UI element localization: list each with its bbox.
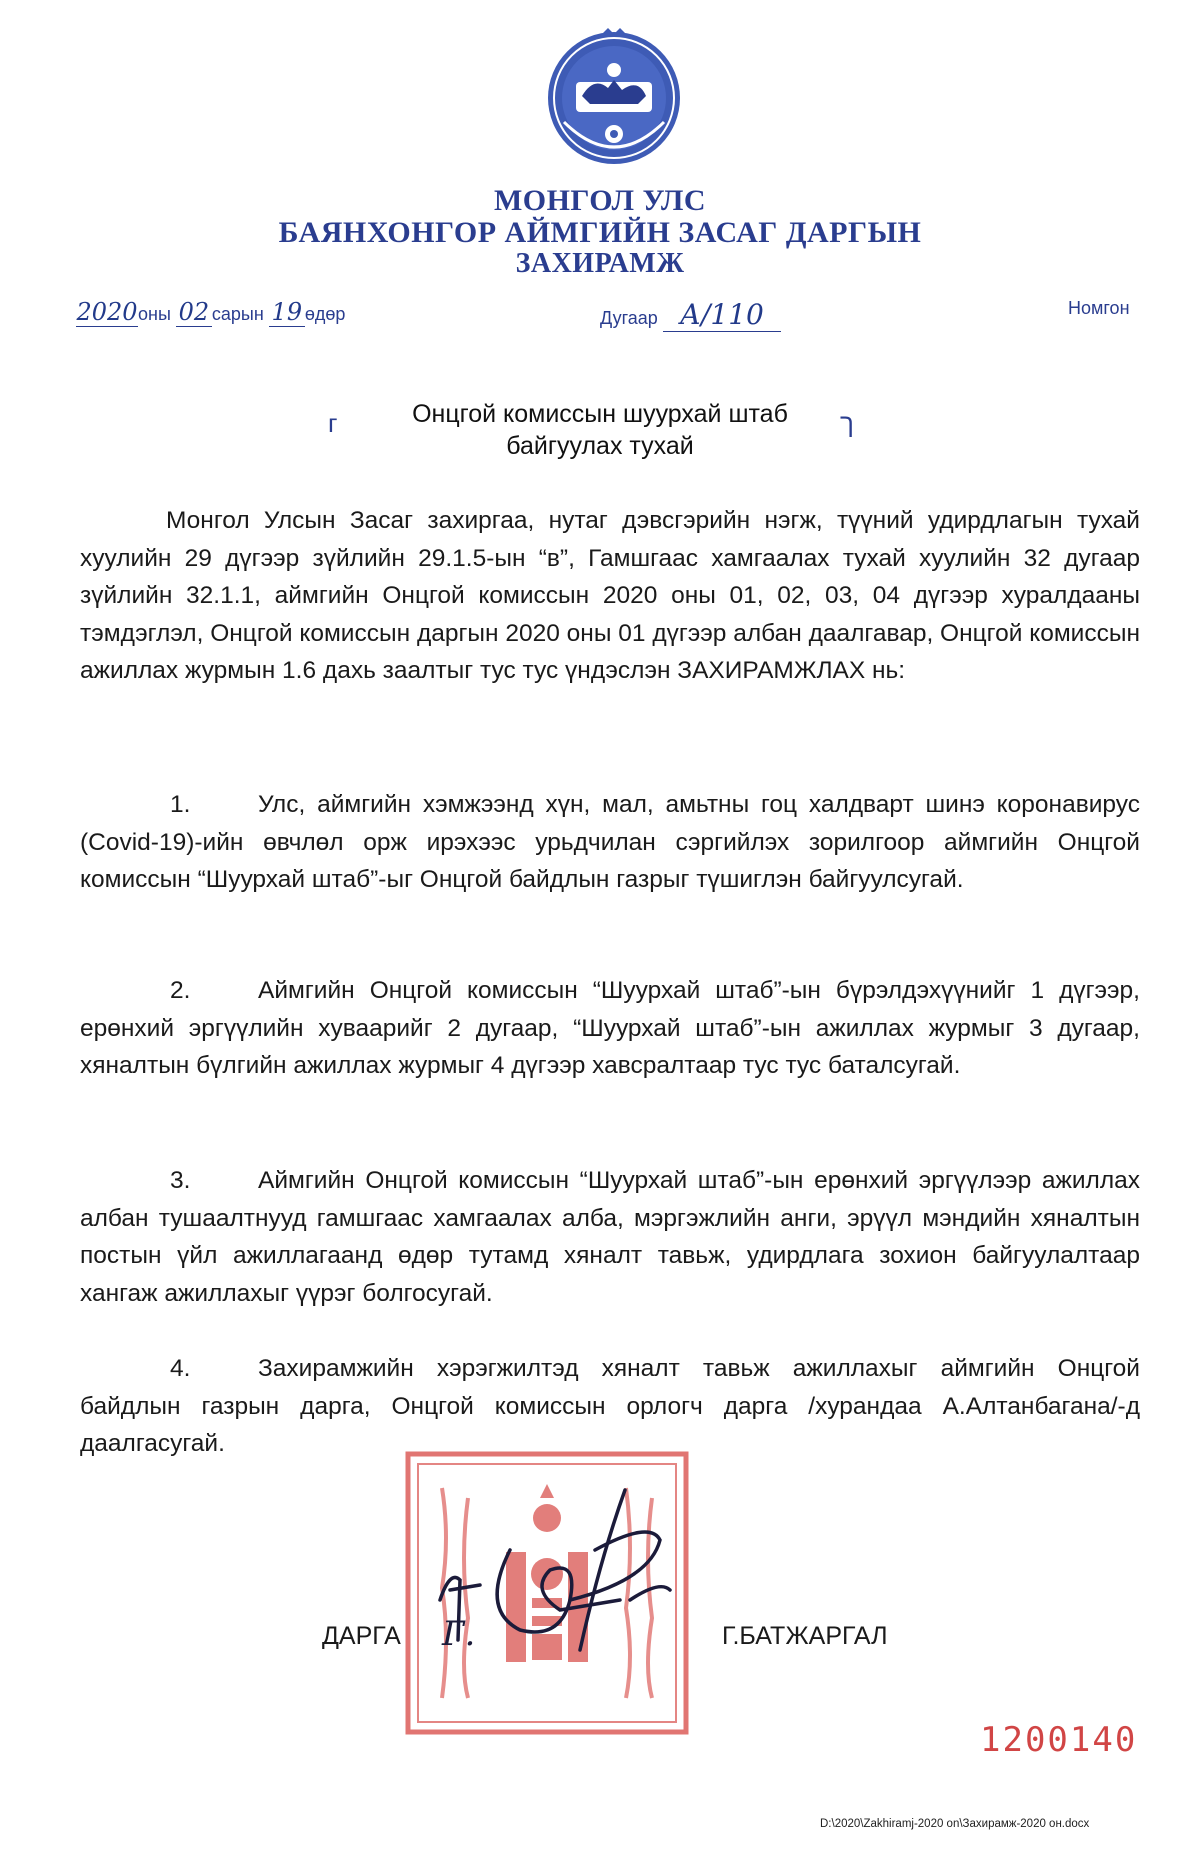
item-text: Улс, аймгийн хэмжээнд хүн, мал, амьтны гоц халдварт шинэ коронавирус (Covid-19)-ийн өвчлөл орж ирэхээс урьдчилан сэргийлэх зорилгоор аймгийн Онцгой комиссын “Шуурхай штаб”-ыг Онцгой байдлын газрыг түшиглэн байгуулсугай. — [80, 791, 1140, 893]
registration-number-stamp: 1200140 — [980, 1720, 1138, 1760]
state-emblem-icon — [542, 22, 686, 172]
date-field — [76, 298, 345, 327]
title-line-2: байгуулах тухай — [506, 432, 694, 460]
item-number: 1. — [170, 791, 191, 818]
title-corner-right: ך — [840, 408, 854, 438]
item-number: 4. — [170, 1355, 191, 1382]
list-item — [80, 972, 1140, 1085]
date-day-suffix: өдөр — [304, 304, 346, 324]
handwritten-signature — [420, 1480, 720, 1680]
intro-text: Монгол Улсын Засаг захиргаа, нутаг дэвсгэрийн нэгж, түүний удирдлагын тухай хуулийн 29 дүгээр зүйлийн 29.1.5-ын “в”, Гамшгаас хамгаалах тухай хуулийн 32 дугаар зүйлийн 32.1.1, аймгийн Онцгой комиссын 2020 оны 01, 02, 03, 04 дүгээр хуралдааны тэмдэглэл, Онцгой комиссын даргын 2020 оны 01 дүгээр албан даалгавар, Онцгой комиссын ажиллах журмын 1.6 дахь заалтыг тус тус үндэслэн ЗАХИРАМЖЛАХ нь: — [80, 507, 1140, 684]
item-text: Аймгийн Онцгой комиссын “Шуурхай штаб”-ын ерөнхий эргүүлээр ажиллах албан тушаалтнууд гамшгаас хамгаалах алба, мэргэжлийн анги, эрүүл мэндийн хяналтын постын үйл ажиллагаанд өдөр тутамд хяналт тавьж, удирдлага зохион байгуулалтаар хангаж ажиллахыг үүрэг болгосугай. — [80, 1167, 1140, 1307]
header-country: МОНГОЛ УЛС — [493, 184, 707, 217]
number-field — [600, 298, 781, 332]
number-label: Дугаар — [600, 308, 658, 328]
signature-initial: Г. — [442, 1614, 476, 1654]
date-day: 19 — [269, 298, 305, 327]
list-item — [80, 786, 1140, 899]
signatory-name: Г.БАТЖАРГАЛ — [722, 1622, 888, 1650]
list-item — [80, 1162, 1140, 1312]
date-month-suffix: сарын — [211, 304, 264, 324]
header-authority: БАЯНХОНГОР АЙМГИЙН ЗАСАГ ДАРГЫН — [278, 216, 922, 249]
title-corner-left: г — [328, 408, 338, 438]
header-doc-type: ЗАХИРАМЖ — [515, 248, 685, 279]
signatory-position: ДАРГА — [322, 1622, 401, 1650]
place-name: Номгон — [1068, 298, 1130, 318]
list-item — [80, 1350, 1140, 1463]
file-path: D:\2020\Zakhiramj-2020 on\Захирамж-2020 он.docx — [820, 1818, 1090, 1830]
document-number: А/110 — [663, 298, 781, 332]
date-year: 2020 — [76, 298, 138, 326]
intro-paragraph — [80, 502, 1140, 690]
title-line-1: Онцгой комиссын шуурхай штаб — [412, 400, 788, 428]
date-year-suffix: оны — [138, 304, 171, 324]
item-number: 2. — [170, 977, 191, 1004]
item-text: Захирамжийн хэрэгжилтэд хяналт тавьж ажиллахыг аймгийн Онцгой байдлын газрын дарга, Онцгой комиссын орлогч дарга /хурандаа А.Алтанбагана/-д даалгасугай. — [80, 1355, 1140, 1457]
item-number: 3. — [170, 1167, 191, 1194]
item-text: Аймгийн Онцгой комиссын “Шуурхай штаб”-ын бүрэлдэхүүнийг 1 дүгээр, ерөнхий эргүүлийн хуваарийг 2 дугаар, “Шуурхай штаб”-ын ажиллах журмыг 3 дугаар, хяналтын бүлгийн ажиллах журмыг 4 дүгээр хавсралтаар тус тус баталсугай. — [80, 977, 1140, 1079]
date-month: 02 — [176, 298, 212, 327]
